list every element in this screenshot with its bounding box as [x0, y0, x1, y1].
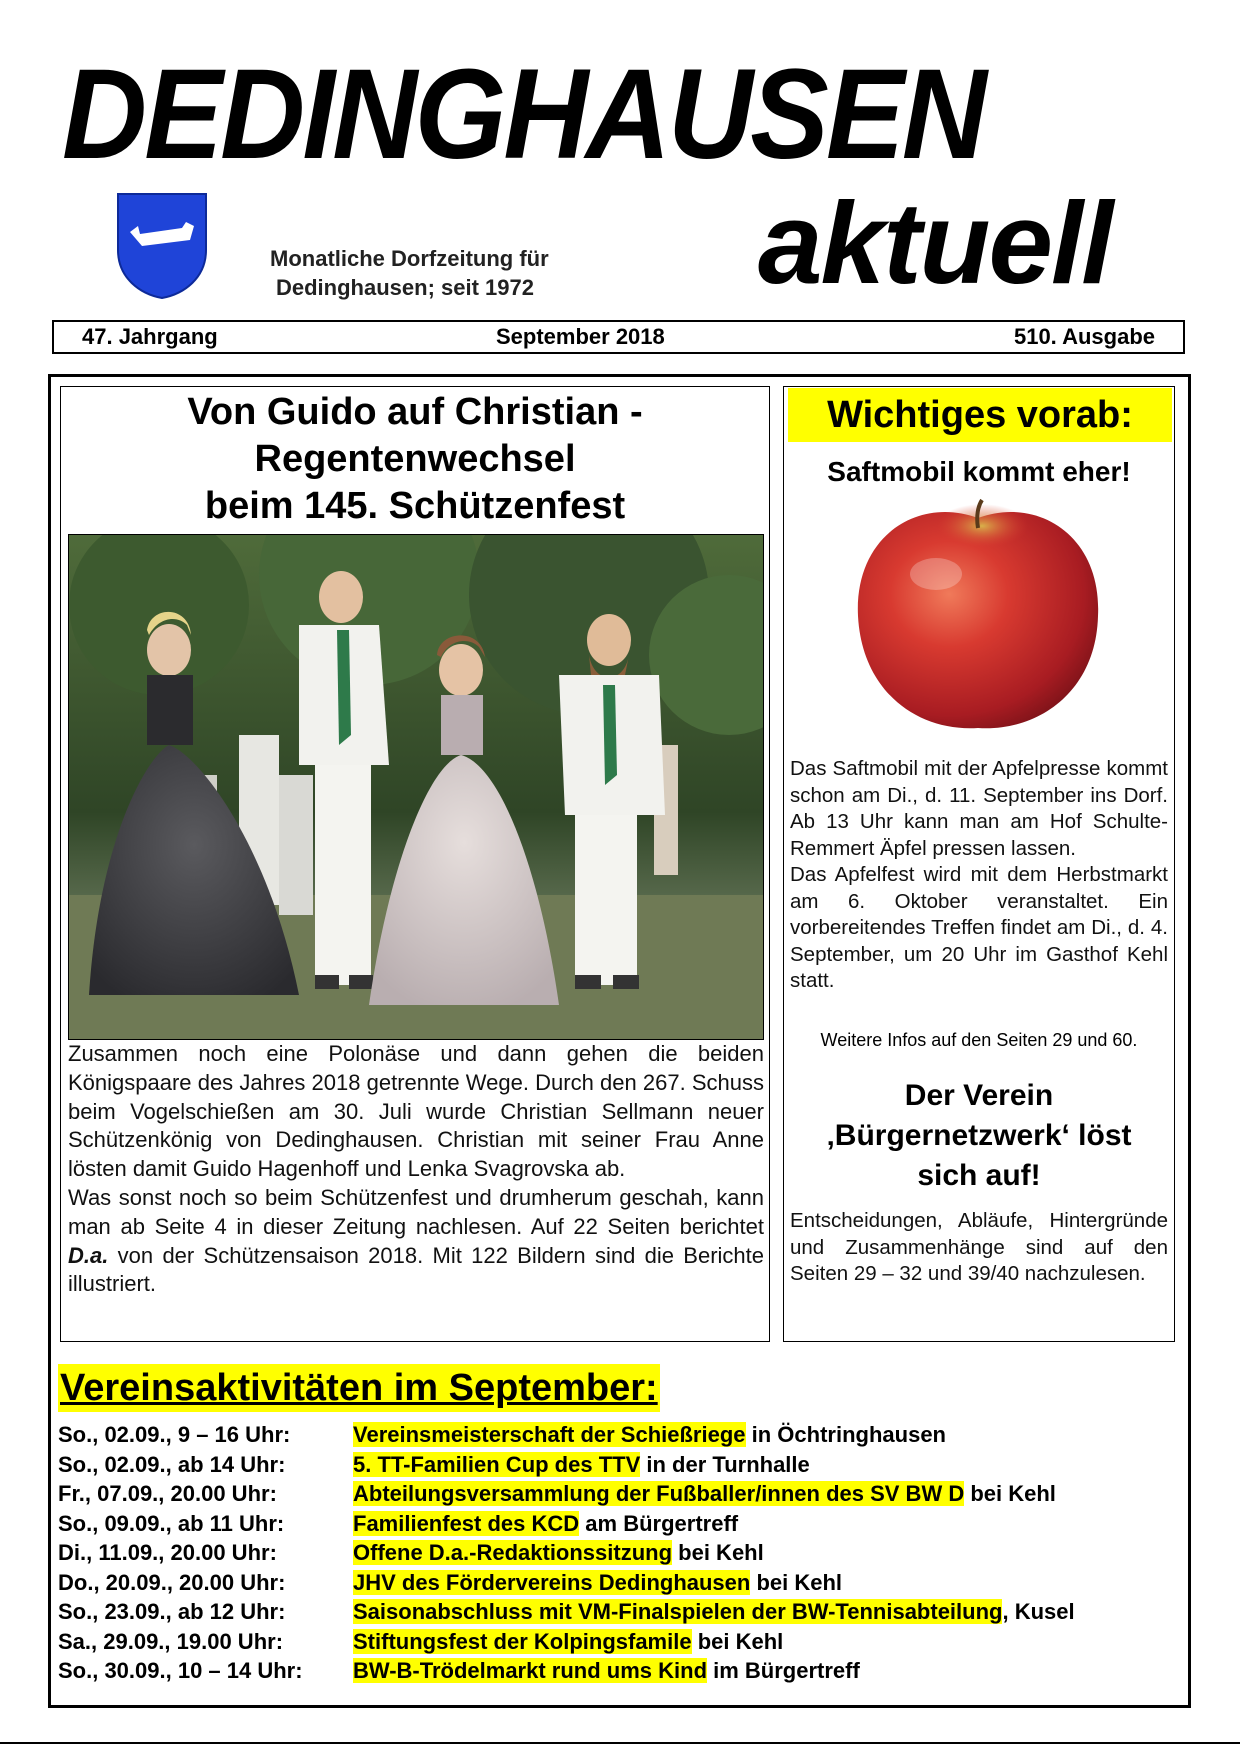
event-row	[58, 1597, 1188, 1627]
issue-year: 47. Jahrgang	[82, 324, 218, 349]
lead-paragraph: Zusammen noch eine Polonäse und dann gehen die beiden Königspaare des Jahres 2018 getrennte Wege. Durch den 267. Schuss beim Vogelschießen am 30. Juli wurde Christian Sellmann neuer Schützenkönig von Dedinghausen. Christian mit seiner Frau Anne lösten damit Guido Hagenhoff und Lenka Svagrovska ab.	[68, 1041, 764, 1182]
event-location: in Öchtringhausen	[745, 1422, 946, 1447]
event-description	[353, 1597, 1075, 1627]
headline-line: beim 145. Schützenfest	[204, 485, 626, 527]
event-date: So., 02.09., 9 – 16 Uhr:	[58, 1422, 291, 1447]
newspaper-title: DEDINGHAUSEN	[62, 43, 985, 186]
verein-headline	[783, 1076, 1175, 1196]
verein-headline-line: Der Verein	[904, 1079, 1054, 1112]
event-date: So., 23.09., ab 12 Uhr:	[58, 1599, 286, 1624]
saftmobil-paragraph: Das Saftmobil mit der Apfelpresse kommt schon am Di., d. 11. September ins Dorf. Ab 13 Uhr kann man am Hof Schulte-Remmert Äpfel pressen lassen.	[790, 757, 1168, 860]
village-crest-icon	[116, 192, 208, 300]
event-row	[58, 1420, 1188, 1450]
events-heading: Vereinsaktivitäten im September:	[58, 1364, 660, 1412]
event-date: So., 30.09., 10 – 14 Uhr:	[58, 1658, 303, 1683]
event-title: Stiftungsfest der Kolpingsfamile	[353, 1628, 692, 1654]
event-description	[353, 1627, 783, 1657]
tagline	[270, 244, 600, 302]
saftmobil-headline: Saftmobil kommt eher!	[827, 456, 1131, 487]
event-title: 5. TT-Familien Cup des TTV	[353, 1451, 641, 1477]
event-row	[58, 1509, 1188, 1539]
event-title: Vereinsmeisterschaft der Schießriege	[353, 1422, 746, 1447]
event-row	[58, 1627, 1188, 1657]
event-title: Abteilungsversammlung der Fußballer/innen des SV BW D	[353, 1481, 965, 1506]
event-location: am Bürgertreff	[579, 1510, 739, 1536]
event-description	[353, 1509, 738, 1539]
issue-number: 510. Ausgabe	[1013, 324, 1155, 349]
event-date: Do., 20.09., 20.00 Uhr:	[58, 1569, 286, 1595]
issue-date: September 2018	[496, 324, 665, 349]
issue-info-bar	[52, 320, 1185, 354]
event-location: bei Kehl	[964, 1481, 1056, 1506]
event-title: BW-B-Trödelmarkt rund ums Kind	[353, 1658, 708, 1683]
saftmobil-text	[790, 756, 1168, 995]
event-location: bei Kehl	[691, 1628, 784, 1654]
headline-line: Regentenwechsel	[254, 438, 576, 480]
event-date: So., 09.09., ab 11 Uhr:	[58, 1510, 285, 1536]
verein-headline-line: ‚Bürgernetzwerk‘ löst	[826, 1119, 1132, 1152]
event-location: bei Kehl	[672, 1540, 764, 1565]
sidebar-title: Wichtiges vorab:	[788, 388, 1172, 442]
lead-paragraph-text: von der Schützensaison 2018. Mit 122 Bildern sind die Berichte illustriert.	[68, 1242, 764, 1297]
schuetzenfest-photo	[68, 534, 764, 1040]
saftmobil-paragraph: Das Apfelfest wird mit dem Herbstmarkt am 6. Oktober veranstaltet. Ein vorbereitendes Treffen findet am Di., d. 4. September, um 20 Uhr im Gasthof Kehl statt.	[790, 863, 1168, 992]
verein-headline-line: sich auf!	[917, 1159, 1041, 1192]
event-location: im Bürgertreff	[707, 1658, 860, 1683]
event-description	[353, 1479, 1056, 1509]
lead-article-text	[68, 1040, 764, 1299]
event-description	[353, 1656, 860, 1686]
event-description	[353, 1538, 764, 1568]
event-row	[58, 1538, 1188, 1568]
event-row	[58, 1656, 1188, 1686]
lead-headline	[60, 389, 770, 530]
event-row	[58, 1568, 1188, 1598]
tagline-line: Monatliche Dorfzeitung für	[270, 246, 549, 271]
event-row	[58, 1450, 1188, 1480]
event-title: Saisonabschluss mit VM-Finalspielen der BW-Tennisabteilung	[353, 1599, 1003, 1624]
event-location: , Kusel	[1002, 1599, 1075, 1624]
event-description	[353, 1450, 810, 1480]
event-row	[58, 1479, 1188, 1509]
verein-text: Entscheidungen, Abläufe, Hintergründe und Zusammenhänge sind auf den Seiten 29 – 32 und 39/40 nachzulesen.	[790, 1209, 1168, 1285]
newspaper-subtitle: aktuell	[758, 178, 1112, 308]
event-title: Offene D.a.-Redaktionssitzung	[353, 1540, 673, 1565]
lead-paragraph-text: Was sonst noch so beim Schützenfest und drumherum geschah, kann man ab Seite 4 in dieser Zeitung nachlesen. Auf 22 Seiten berichtet	[68, 1184, 764, 1239]
event-title: JHV des Fördervereins Dedinghausen	[353, 1569, 751, 1595]
saftmobil-more-info: Weitere Infos auf den Seiten 29 und 60.	[820, 1030, 1138, 1050]
lead-paragraph	[68, 1184, 764, 1299]
event-date: Fr., 07.09., 20.00 Uhr:	[58, 1481, 277, 1506]
event-date: Sa., 29.09., 19.00 Uhr:	[58, 1628, 284, 1654]
headline-line: Von Guido auf Christian -	[187, 391, 643, 433]
apple-image	[848, 496, 1108, 734]
event-date: So., 02.09., ab 14 Uhr:	[58, 1451, 286, 1477]
events-list	[58, 1420, 1188, 1686]
da-brand: D.a.	[68, 1242, 109, 1268]
event-location: in der Turnhalle	[640, 1451, 810, 1477]
event-description	[353, 1420, 946, 1450]
tagline-line: Dedinghausen; seit 1972	[276, 275, 534, 300]
event-description	[353, 1568, 842, 1598]
event-title: Familienfest des KCD	[353, 1510, 580, 1536]
footer-divider	[0, 1742, 1240, 1744]
event-date: Di., 11.09., 20.00 Uhr:	[58, 1540, 277, 1565]
event-location: bei Kehl	[750, 1569, 843, 1595]
